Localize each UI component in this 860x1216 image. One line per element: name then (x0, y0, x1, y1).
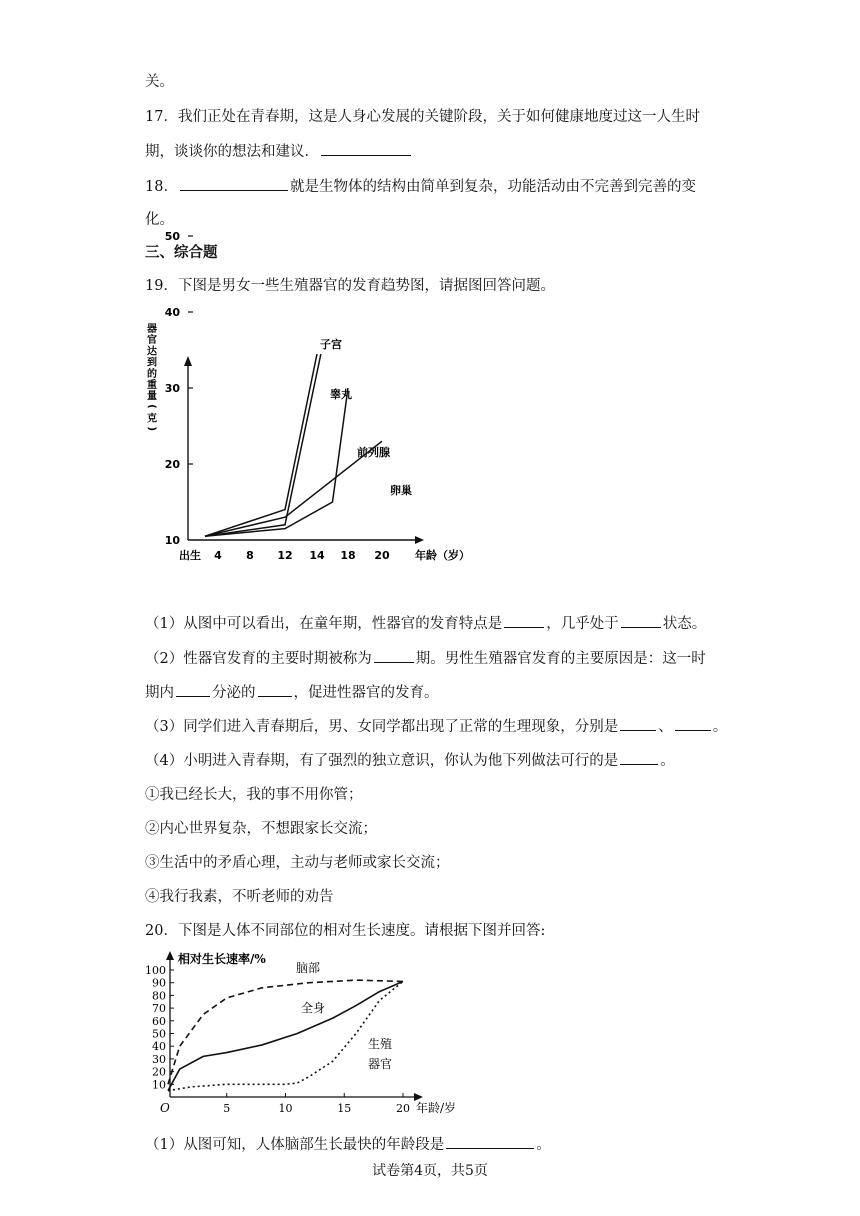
y-tick-label: 60 (152, 1014, 166, 1028)
y-tick-label: 20 (152, 1065, 166, 1079)
y-label-char: 克 (147, 413, 157, 425)
y-label-char: ( (146, 404, 157, 409)
x-tick-label: 18 (340, 549, 356, 562)
y-tick-label: 40 (164, 306, 180, 319)
q-text: （4）小明进入青春期，有了强烈的独立意识，你认为他下列做法可行的是 (145, 753, 619, 769)
x-tick-label: 出生 (179, 549, 201, 562)
x-tick-label: 4 (214, 549, 222, 562)
question-19-2 (145, 648, 706, 669)
y-label-char: 的 (147, 368, 157, 380)
series-line (205, 354, 321, 536)
x-tick-label: 20 (374, 549, 390, 562)
y-axis-arrow (166, 951, 174, 960)
series-label: 子宫 (320, 338, 342, 351)
y-axis-arrow (184, 356, 192, 366)
y-tick-label: 20 (164, 458, 180, 471)
y-tick-label: 10 (152, 1078, 166, 1092)
question-18 (145, 176, 696, 197)
y-tick-label: 50 (164, 230, 180, 243)
question-19: 19．下图是男女一些生殖器官的发育趋势图，请据图回答问题。 (145, 278, 555, 294)
y-tick-label: 70 (152, 1002, 166, 1016)
answer-blank[interactable] (374, 648, 414, 663)
x-tick-label: 8 (246, 549, 254, 562)
y-tick-label: 80 (152, 989, 166, 1003)
q-text: 。 (536, 1137, 551, 1153)
chart-series (205, 337, 412, 536)
y-tick-label: 30 (164, 382, 180, 395)
series-label: 全身 (301, 1001, 326, 1015)
x-axis-label: 年龄/岁 (416, 1101, 457, 1115)
series-label: 卵巢 (390, 484, 412, 497)
answer-blank[interactable] (446, 1134, 534, 1149)
series-line (205, 354, 317, 536)
text-line: 关。 (145, 74, 174, 90)
y-axis-label (146, 322, 157, 431)
y-tick-label: 100 (145, 964, 166, 977)
q-text: （1）从图中可以看出，在童年期，性器官的发育特点是 (145, 616, 503, 632)
chart-series (168, 961, 403, 1091)
x-axis-arrow (414, 1093, 423, 1101)
origin-label: O (160, 1101, 170, 1115)
question-17: 17．我们正处在青春期，这是人身心发展的关键阶段，关于如何健康地度过这一人生时 (145, 109, 700, 125)
answer-blank[interactable] (258, 682, 292, 697)
y-tick-label: 30 (152, 1052, 166, 1066)
q-text: 状态。 (662, 616, 707, 632)
q-text: 期。男性生殖器官发育的主要原因是：这一时 (415, 651, 706, 667)
question-17-cont (145, 141, 413, 162)
answer-blank[interactable] (321, 141, 411, 156)
answer-blank[interactable] (675, 716, 711, 731)
answer-blank[interactable] (620, 716, 656, 731)
answer-blank[interactable] (620, 750, 658, 765)
q18-number: 18． (145, 179, 178, 195)
y-label-char: 官 (147, 335, 157, 347)
y-label-char: 器 (147, 324, 157, 335)
x-tick-label: 12 (277, 549, 293, 562)
option-3: ③生活中的矛盾心理，主动与老师或家长交流； (145, 855, 450, 871)
q-text: 分泌的 (212, 685, 256, 701)
series-label: 生殖 (368, 1037, 393, 1051)
y-tick-label: 50 (152, 1027, 166, 1041)
q-text: （1）从图可知，人体脑部生长最快的年龄段是 (145, 1137, 445, 1153)
q-text: 、 (658, 719, 673, 735)
answer-blank[interactable] (621, 613, 661, 628)
answer-blank[interactable] (176, 682, 210, 697)
y-label-char: 达 (147, 346, 157, 358)
x-tick-label: 14 (309, 549, 325, 562)
x-tick-label: 5 (223, 1102, 231, 1115)
answer-blank[interactable] (180, 176, 288, 191)
q-text: （2）性器官发育的主要时期被称为 (145, 651, 372, 667)
q17-text: 期，谈谈你的想法和建议． (145, 144, 319, 160)
series-line (205, 441, 382, 536)
y-label-char: 到 (147, 357, 157, 369)
option-4: ④我行我素，不听老师的劝告 (145, 889, 334, 905)
q-text: （3）同学们进入青春期后，男、女同学都出现了正常的生理现象，分别是 (145, 719, 619, 735)
option-1: ①我已经长大，我的事不用你管； (145, 787, 363, 803)
question-19-1 (145, 613, 706, 634)
y-tick-label: 90 (152, 976, 166, 990)
x-tick-label: 20 (396, 1102, 410, 1115)
q-text: 期内 (145, 685, 174, 701)
y-tick-label: 40 (152, 1040, 166, 1054)
q-text: 。 (660, 753, 675, 769)
question-20: 20．下图是人体不同部位的相对生长速度。请根据下图并回答: (145, 923, 546, 939)
section-heading: 三、综合题 (145, 244, 218, 261)
y-axis-label: 相对生长速率/% (178, 952, 266, 966)
x-axis-arrow (415, 536, 424, 544)
x-tick-label: 10 (278, 1102, 293, 1115)
growth-rate-chart (140, 948, 480, 1123)
x-axis-label: 年龄（岁） (415, 549, 470, 562)
question-18-cont: 化。 (145, 212, 174, 228)
answer-blank[interactable] (504, 613, 544, 628)
y-label-char: ) (146, 426, 157, 432)
series-label: 器官 (368, 1057, 393, 1071)
series-label: 睾丸 (330, 388, 352, 401)
series-line (205, 388, 348, 536)
q18-text: 就是生物体的结构由简单到复杂，功能活动由不完善到完善的变 (289, 179, 696, 195)
question-19-2-cont (145, 682, 439, 703)
series-label: 前列腺 (357, 446, 390, 459)
question-19-3 (145, 716, 727, 737)
x-tick-label: 15 (337, 1102, 352, 1115)
series-label: 脑部 (296, 961, 321, 975)
option-2: ②内心世界复杂，不想跟家长交流； (145, 821, 377, 837)
page-footer: 试卷第4页，共5页 (372, 1163, 488, 1179)
y-tick-label: 10 (164, 534, 180, 547)
chart-axes (145, 951, 456, 1115)
question-20-1 (145, 1134, 551, 1155)
q-text: ，几乎处于 (546, 616, 619, 632)
y-label-char: 量 (147, 391, 157, 403)
q-text: 。 (712, 719, 728, 735)
q-text: ，促进性器官的发育。 (293, 685, 439, 701)
question-19-4 (145, 750, 675, 771)
y-label-char: 重 (147, 380, 157, 391)
